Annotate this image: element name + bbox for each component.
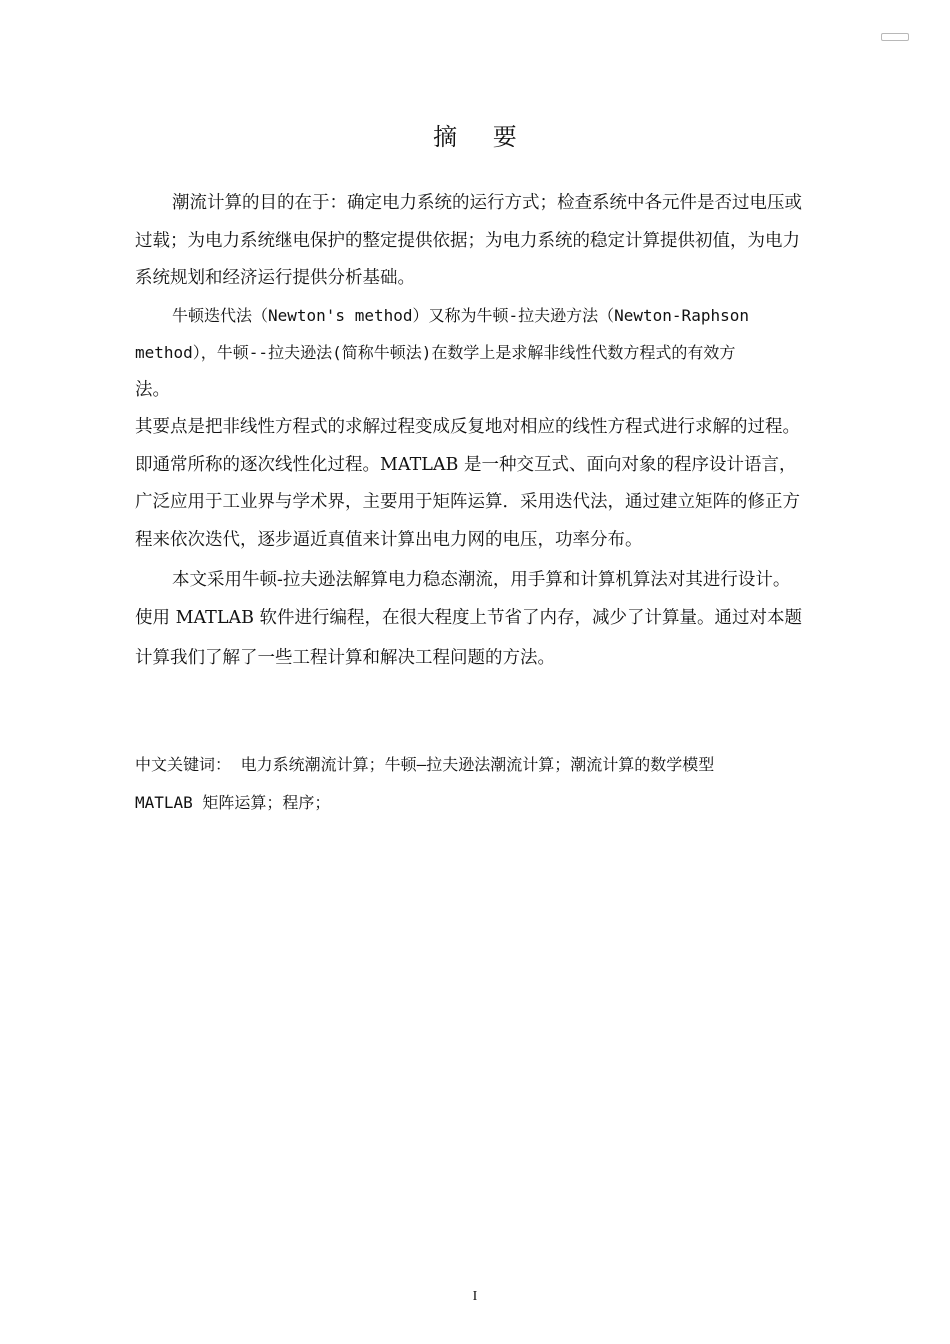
paragraph-1-line-2: 过载；为电力系统继电保护的整定提供依据；为电力系统的稳定计算提供初值，为电力 [135,231,800,251]
paragraph-4-line-3: 计算我们了解了一些工程计算和解决工程问题的方法。 [135,648,555,668]
page-title: 摘 要 [433,123,531,151]
page-number: I [472,1289,478,1304]
paragraph-2-line-2: method），牛顿--拉夫逊法(简称牛顿法)在数学上是求解非线性代数方程式的有效方 [135,343,736,362]
keywords-line-2: MATLAB 矩阵运算；程序； [135,793,331,812]
paragraph-2-line-3: 法。 [135,380,170,400]
paragraph-3-line-4: 程来依次迭代，逐步逼近真值来计算出电力网的电压，功率分布。 [135,530,643,550]
paragraph-1-line-1: 潮流计算的目的在于：确定电力系统的运行方式；检查系统中各元件是否过电压或 [172,193,802,213]
paragraph-3-line-1: 其要点是把非线性方程式的求解过程变成反复地对相应的线性方程式进行求解的过程。 [135,417,800,437]
paragraph-1-line-3: 系统规划和经济运行提供分析基础。 [135,268,415,288]
paragraph-4-line-1: 本文采用牛顿-拉夫逊法解算电力稳态潮流，用手算和计算机算法对其进行设计。 [172,570,791,590]
paragraph-3-line-2: 即通常所称的逐次线性化过程。MATLAB 是一种交互式、面向对象的程序设计语言， [135,455,797,475]
keywords-line-1: 中文关键词： 电力系统潮流计算；牛顿—拉夫逊法潮流计算；潮流计算的数学模型 [135,755,715,774]
paragraph-3-line-3: 广泛应用于工业界与学术界，主要用于矩阵运算．采用迭代法，通过建立矩阵的修正方 [135,492,800,512]
page-corner-mark [881,33,909,41]
paragraph-2-line-1: 牛顿迭代法（Newton's method）又称为牛顿-拉夫逊方法（Newton-Raphson [172,306,749,325]
paragraph-4-line-2: 使用 MATLAB 软件进行编程，在很大程度上节省了内存，减少了计算量。通过对本题 [135,608,803,628]
